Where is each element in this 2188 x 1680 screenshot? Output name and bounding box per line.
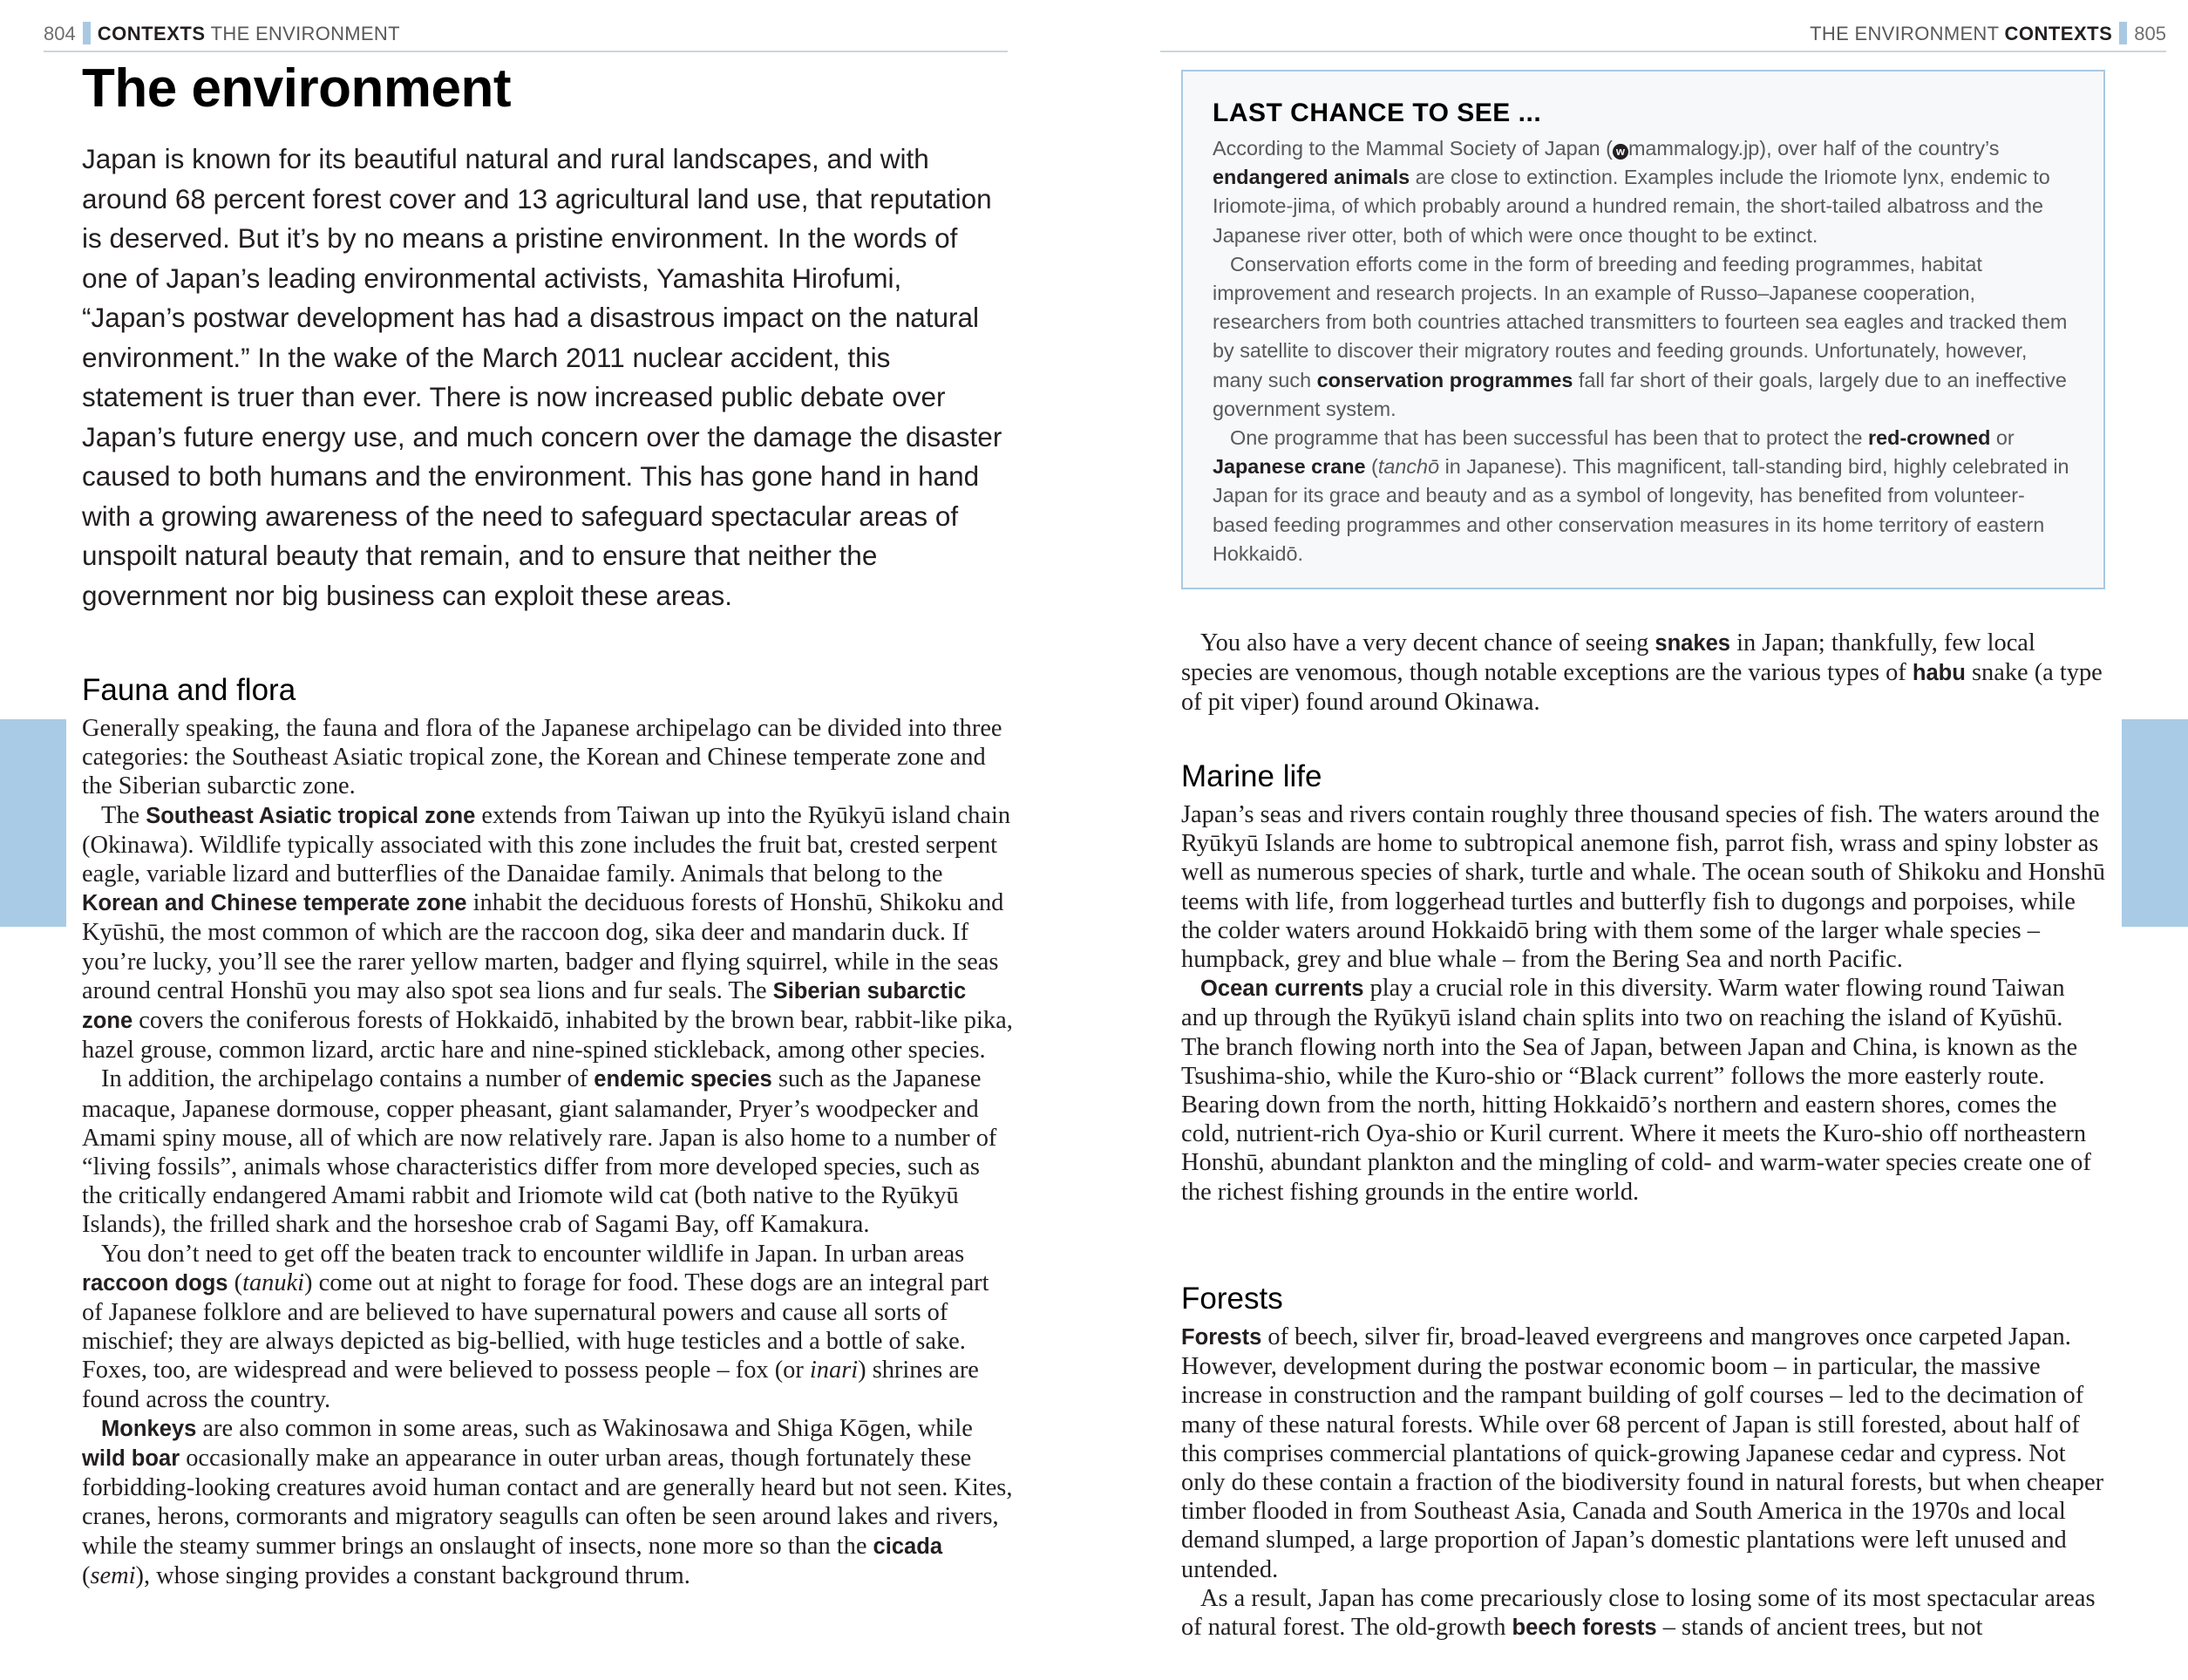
running-head-marker <box>83 22 91 44</box>
website-icon: w <box>1613 144 1628 160</box>
keyword: habu <box>1912 661 1966 686</box>
paragraph: The Southeast Asiatic tropical zone extends from Taiwan up into the Ryūkyū island chain (Okinawa). Wildlife typically associated with this zone includes the fruit bat, crested serpent eagle, variable lizard and butterflies of the Danaidae family. Animals that belong to the Korean and Chinese temperate zone inhabit the deciduous forests of Honshū, Shikoku and Kyūshū, the most common of which are the raccoon dog, sika deer and mandarin duck. If you’re lucky, you’ll see the rarer yellow marten, badger and flying squirrel, while in the seas around central Honshū you may also spot sea lions and fur seals. The Siberian subarctic zone covers the coniferous forests of Hokkaidō, inhabited by the brown bear, rabbit-like pika, hazel grouse, common lizard, arctic hare and nine-spined stickleback, among other species. <box>82 801 1013 1064</box>
thumb-tab-right <box>2122 719 2188 927</box>
website-link[interactable]: mammalogy.jp <box>1627 137 1760 160</box>
box-title: LAST CHANCE TO SEE ... <box>1213 99 1542 127</box>
keyword: wild boar <box>82 1446 180 1472</box>
keyword: Forests <box>1181 1325 1262 1350</box>
keyword: Japanese crane <box>1213 455 1366 479</box>
keyword: Korean and Chinese temperate zone <box>82 891 467 916</box>
running-head-topic: THE ENVIRONMENT <box>210 23 400 44</box>
sidebar-box <box>1181 70 2105 589</box>
fauna-body <box>82 714 1015 1590</box>
keyword: red-crowned <box>1868 426 1991 450</box>
box-paragraph: According to the Mammal Society of Japan ( w mammalogy.jp), over half of the country’s endangered animals are close to extinction. Examples include the Iriomote lynx, endemic to Iriomote-jima, of which probably around a hundred remain, the short-tailed albatross and the Japanese river otter, both of which were once thought to be extinct. <box>1213 137 2050 247</box>
keyword: endangered animals <box>1213 166 1410 189</box>
keyword: Ocean currents <box>1200 976 1364 1002</box>
paragraph: Generally speaking, the fauna and flora of the Japanese archipelago can be divided into three categories: the Southeast Asiatic tropical zone, the Korean and Chinese temperate zone and the Siberian subarctic zone. <box>82 715 1002 800</box>
snakes-body <box>1181 629 2105 718</box>
keyword: Southeast Asiatic tropical zone <box>146 803 476 828</box>
thumb-tab-left <box>0 719 66 927</box>
box-paragraph: Conservation efforts come in the form of breeding and feeding programmes, habitat improvement and research projects. In an example of Russo–Japanese cooperation, researchers from both countries attached transmitters to fourteen sea eagles and tracked them by satellite to discover their migratory routes and feeding grounds. Unfortunately, however, many such conservation programmes fall far short of their goals, largely due to an ineffective government system. <box>1213 252 2068 420</box>
intro-paragraph: Japan is known for its beautiful natural and rural landscapes, and with around 68 percent forest cover and 13 agricultural land use, that reputation is deserved. But it’s by no means a pristine environment. In the words of one of Japan’s leading environmental activists, Yamashita Hirofumi, “Japan’s postwar development has had a disastrous impact on the natural environment.” In the wake of the March 2011 nuclear accident, this statement is truer than ever. There is now increased public debate over Japan’s future energy use, and much concern over the damage the disaster caused to both humans and the environment. This has gone hand in hand with a growing awareness of the need to safeguard spectacular areas of unspoilt natural beauty that remain, and to ensure that neither the government nor big business can exploit these areas. <box>82 143 1002 611</box>
running-head-section: CONTEXTS <box>2004 23 2113 44</box>
keyword: beech forests <box>1512 1615 1657 1641</box>
running-head-section: CONTEXTS <box>97 23 206 44</box>
page-title: The environment <box>82 58 512 119</box>
section-heading-fauna: Fauna and flora <box>82 673 296 707</box>
section-heading-forests: Forests <box>1181 1282 1283 1316</box>
keyword: cicada <box>873 1534 943 1559</box>
paragraph: In addition, the archipelago contains a number of endemic species such as the Japanese macaque, Japanese dormouse, copper pheasant, giant salamander, Pryer’s woodpecker and Amami spiny mouse, all of which are now relatively rare. Japan is also home to a number of “living fossils”, animals whose characteristics differ from more developed species, such as the critically endangered Amami rabbit and Iriomote wild cat (both native to the Ryūkyū Islands), the frilled shark and the horseshoe crab of Sagami Bay, off Kamakura. <box>82 1065 997 1239</box>
keyword: endemic species <box>594 1067 772 1092</box>
running-head-right <box>1160 21 2166 52</box>
section-heading-marine: Marine life <box>1181 759 1322 793</box>
running-head-marker <box>2119 22 2127 44</box>
paragraph: Japan’s seas and rivers contain roughly three thousand species of fish. The waters around the Ryūkyū Islands are home to subtropical anemone fish, parrot fish, wrass and spiny lobster as well as numerous species of shark, turtle and whale. The ocean south of Shikoku and Honshū teems with life, from loggerhead turtles and butterfly fish to dugongs and porpoises, while the colder waters around Hokkaidō bring with them some of the larger whale species – humpback, grey and blue whale – from the Bering Sea and north Pacific. <box>1181 801 2105 974</box>
keyword: snakes <box>1655 631 1731 656</box>
keyword: raccoon dogs <box>82 1270 228 1296</box>
box-paragraph: One programme that has been successful has been that to protect the red-crowned or Japanese crane (tanchō in Japanese). This magnificent, tall-standing bird, highly celebrated in Japan for its grace and beauty and as a symbol of longevity, has benefited from volunteer-based feeding programmes and other conservation measures in its home territory of eastern Hokkaidō. <box>1213 426 2069 565</box>
forests-body <box>1181 1323 2105 1643</box>
marine-body <box>1181 800 2105 1207</box>
keyword: conservation programmes <box>1316 368 1573 391</box>
keyword: Siberian subarctic zone <box>82 978 967 1034</box>
paragraph: Ocean currents play a crucial role in this diversity. Warm water flowing round Taiwan and up through the Ryūkyū island chain splits into two on reaching the island of Kyūshū. The branch flowing north into the Sea of Japan, between Japan and China, is known as the Tsushima-shio, while the Kuro-shio or “Black current” follows the more easterly route. Bearing down from the north, hitting Hokkaidō’s northern and eastern shores, comes the cold, nutrient-rich Oya-shio or Kuril current. Where it meets the Kuro-shio off northeastern Honshū, abundant plankton and the mingling of cold- and warm-water species create one of the richest fishing grounds in the entire world. <box>1181 975 2091 1206</box>
running-head-topic: THE ENVIRONMENT <box>1810 23 2000 44</box>
paragraph: As a result, Japan has come precariously close to losing some of its most spectacular areas of natural forest. The old-growth beech forests – stands of ancient trees, but not <box>1181 1584 2096 1642</box>
paragraph: You also have a very decent chance of seeing snakes in Japan; thankfully, few local species are venomous, though notable exceptions are the various types of habu snake (a type of pit viper) found around Okinawa. <box>1181 629 2103 717</box>
keyword: Monkeys <box>101 1416 197 1441</box>
page-number: 804 <box>44 23 76 44</box>
paragraph: You don’t need to get off the beaten track to encounter wildlife in Japan. In urban areas raccoon dogs (tanuki) come out at night to forage for food. These dogs are an integral part of Japanese folklore and are believed to have supernatural powers and cause all sorts of mischief; they are always depicted as big-bellied, with huge testicles and a bottle of sake. Foxes, too, are widespread and were believed to possess people – fox (or inari) shrines are found across the country. <box>82 1240 989 1413</box>
paragraph: Forests of beech, silver fir, broad-leaved evergreens and mangroves once carpeted Japan. However, development during the postwar economic boom – in particular, the massive increase in construction and the rampant building of golf courses – led to the decimation of many of these natural forests. While over 68 percent of Japan is still forested, about half of this comprises commercial plantations of quick-growing Japanese cedar and cypress. Not only do these contain a fraction of the biodiversity found in natural forests, but when cheaper timber flooded in from Southeast Asia, Canada and South America in the 1970s and local demand slumped, a large proportion of Japan’s domestic plantations were left unused and untended. <box>1181 1323 2104 1583</box>
page-number: 805 <box>2134 23 2166 44</box>
paragraph: Monkeys are also common in some areas, such as Wakinosawa and Shiga Kōgen, while wild boar occasionally make an appearance in outer urban areas, though fortunately these forbidding-looking creatures avoid human contact and are generally heard but not seen. Kites, cranes, herons, cormorants and migratory seagulls can often be seen around lakes and rivers, while the steamy summer brings an onslaught of insects, none more so than the cicada (semi), whose singing provides a constant background thrum. <box>82 1414 1013 1589</box>
running-head-left <box>44 21 1008 52</box>
